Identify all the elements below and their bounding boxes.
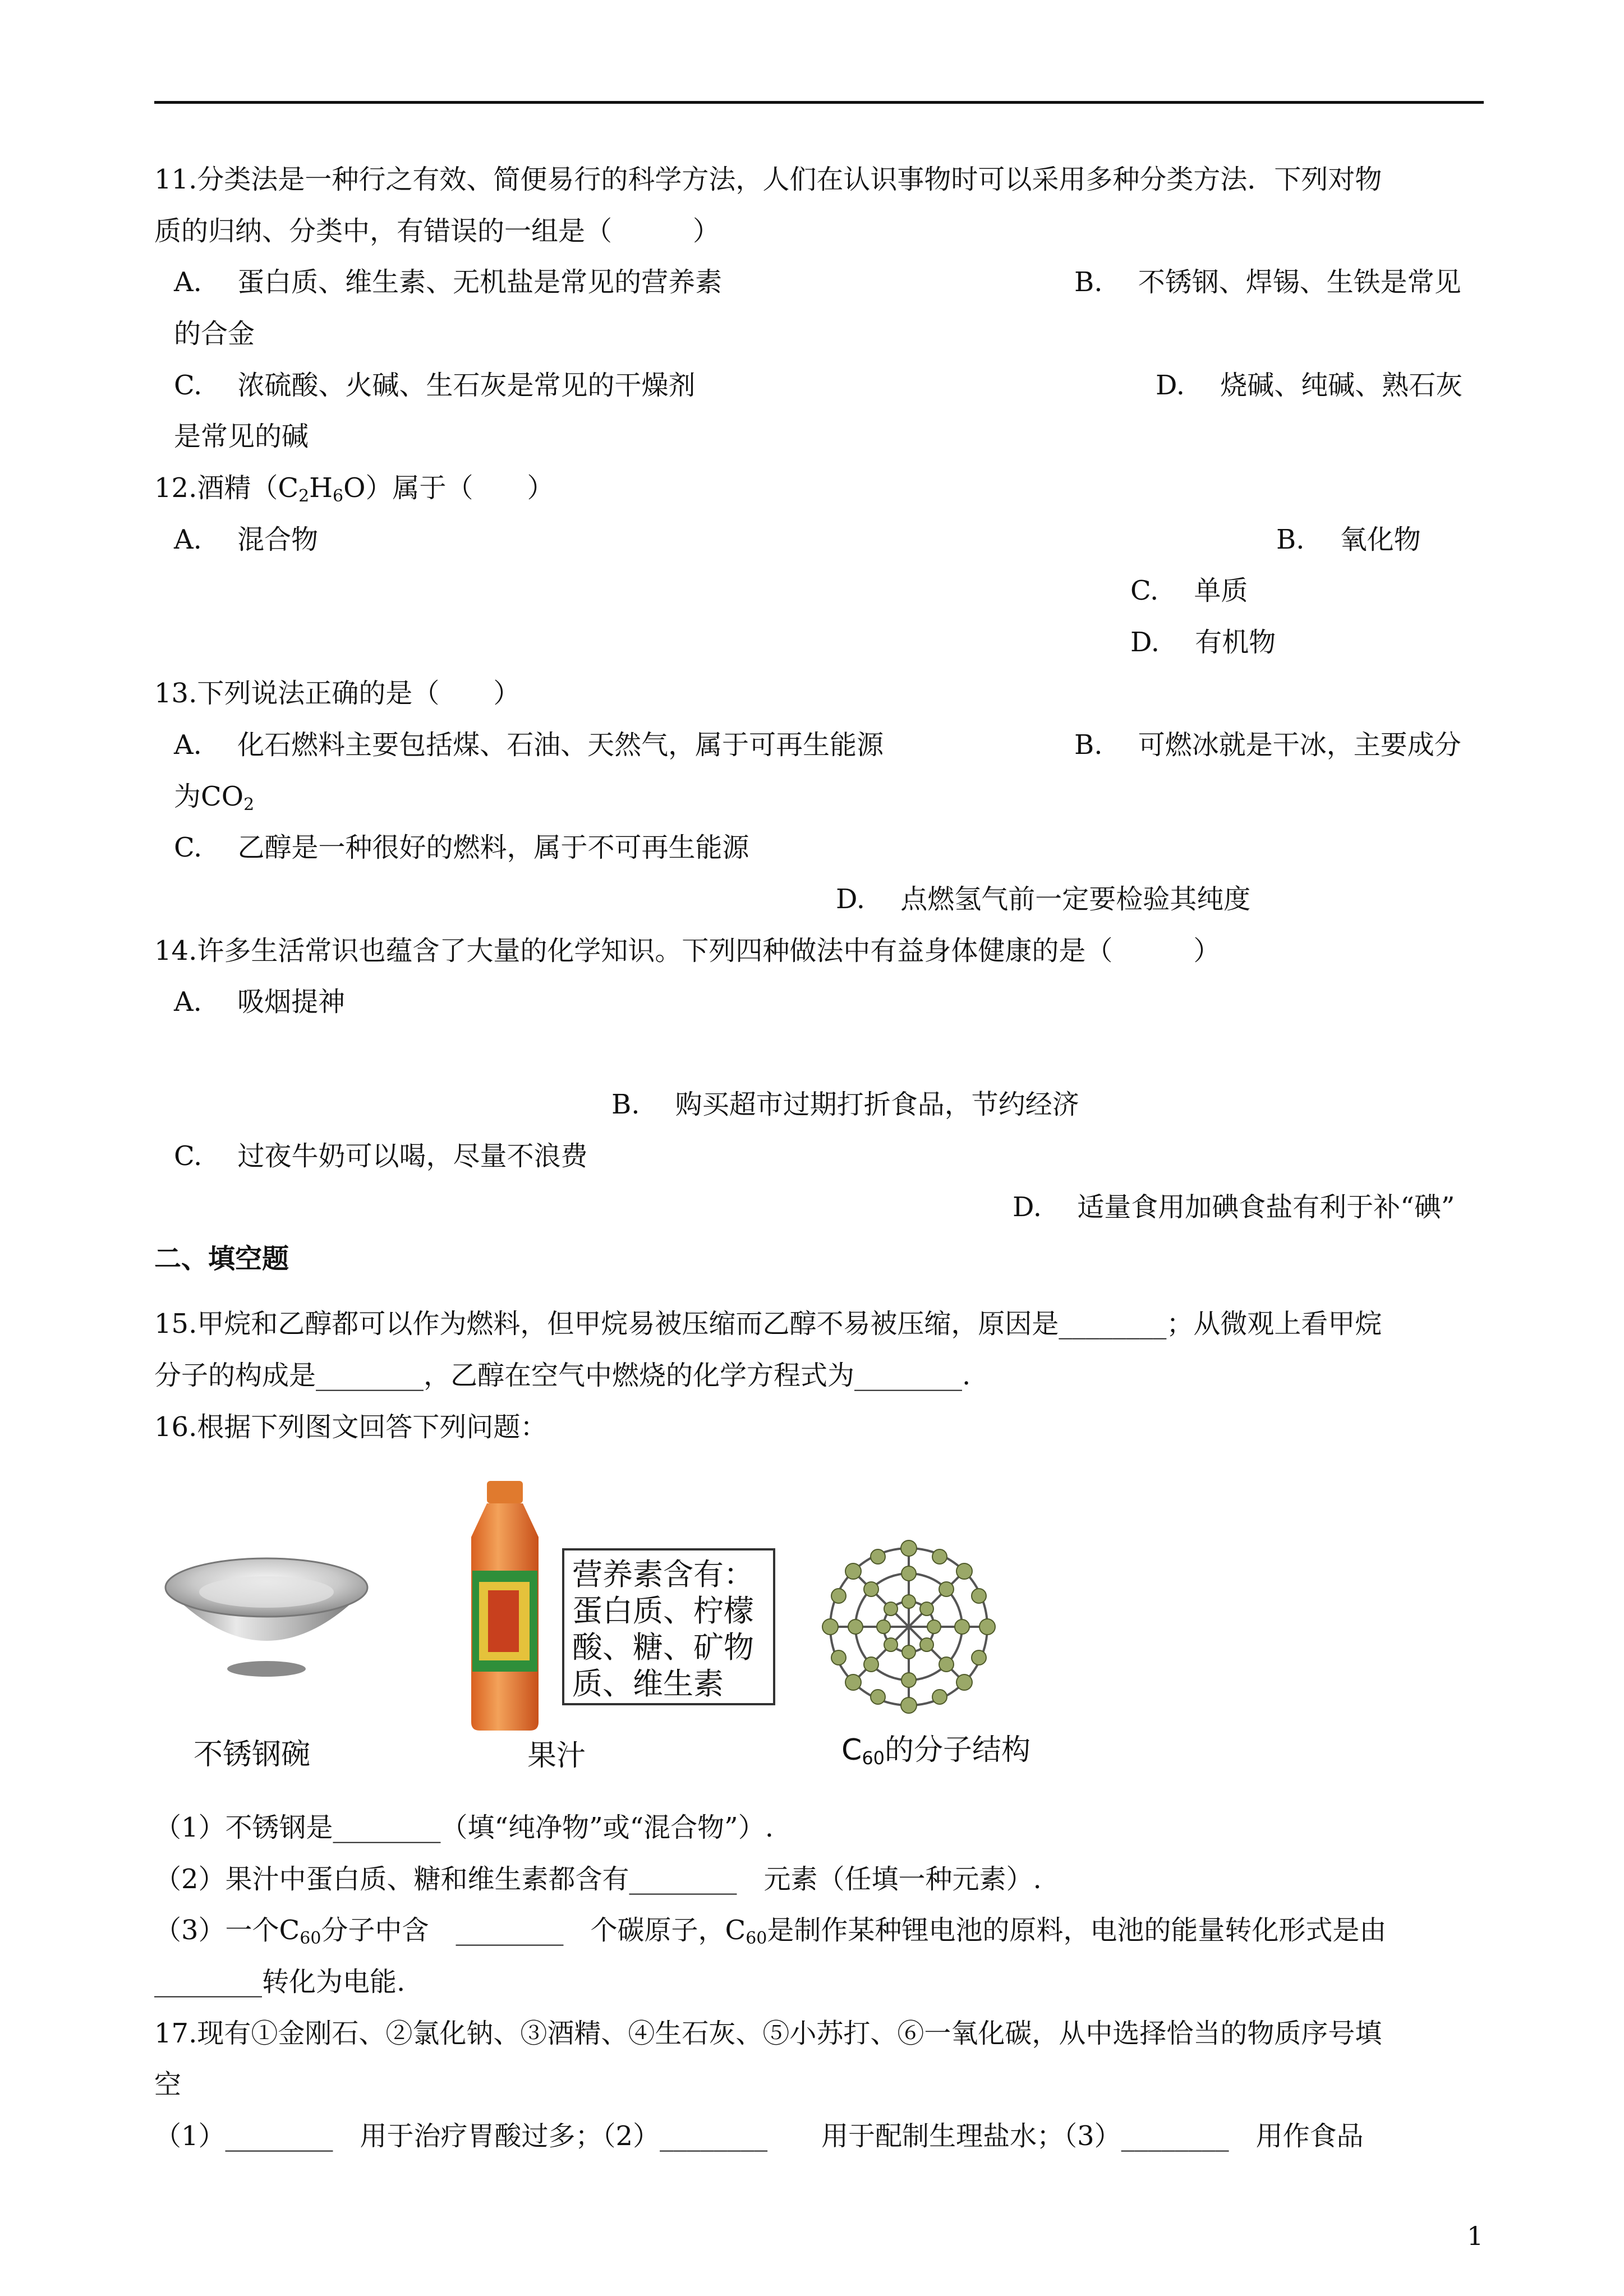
bowl-caption: 不锈钢碗 (194, 1738, 311, 1772)
page-number: 1 (1467, 2221, 1484, 2251)
q11-option-c: C. 浓硫酸、火碱、生石灰是常见的干燥剂 (174, 370, 696, 401)
q16-part3-line1: （3）一个$C_{60}$分子中含 ________ 个碳原子，$C_{60}$是制作某种锂电池的原料，电池的能量转化形式是由 (154, 1915, 1387, 1948)
section-title-fill-in: 二、填空题 (154, 1243, 289, 1274)
q11-option-d-line1: D. 烧碱、纯碱、熟石灰 (1156, 370, 1463, 401)
q14-stem: 14.许多生活常识也蕴含了大量的化学知识。下列四种做法中有益身体健康的是（ ） (154, 935, 1221, 967)
q12-option-c: C. 单质 (1130, 575, 1248, 606)
q16-part2: （2）果汁中蛋白质、糖和维生素都含有________ 元素（任填一种元素）. (154, 1864, 1042, 1895)
q11-option-d-line2: 是常见的碱 (174, 421, 309, 452)
q14-option-d: D. 适量食用加碘食盐有利于补“碘” (1013, 1191, 1455, 1223)
q14-option-a: A. 吸烟提神 (174, 986, 346, 1018)
header-rule (154, 101, 1484, 104)
nutrient-line-2: 蛋白质、柠檬 (572, 1593, 754, 1628)
q14-option-b: B. 购买超市过期打折食品，节约经济 (611, 1089, 1079, 1120)
q17-line1: 17.现有①金刚石、②氯化钠、③酒精、④生石灰、⑤小苏打、⑥一氧化碳，从中选择恰当的物质序号填 (154, 2018, 1382, 2049)
q17-line3: （1）________ 用于治疗胃酸过多；（2）________ 用于配制生理盐水；（3）________ 用作食品 (154, 2120, 1364, 2152)
q13-option-a: A. 化石燃料主要包括煤、石油、天然气，属于可再生能源 (174, 729, 884, 761)
q17-line2: 空 (154, 2069, 182, 2100)
q14-option-c: C. 过夜牛奶可以喝，尽量不浪费 (174, 1140, 588, 1172)
q11-stem-line2: 质的归纳、分类中，有错误的一组是（ ） (154, 215, 720, 247)
q13-option-c: C. 乙醇是一种很好的燃料，属于不可再生能源 (174, 832, 749, 863)
juice-bottle-image (454, 1475, 555, 1733)
q11-option-a: A. 蛋白质、维生素、无机盐是常见的营养素 (174, 266, 723, 298)
stainless-bowl-image (160, 1554, 373, 1683)
q11-stem-line1: 11.分类法是一种行之有效、简便易行的科学方法，人们在认识事物时可以采用多种分类方法．下列对物 (154, 164, 1382, 195)
q12-stem: 12.酒精$(C_2H_6O)$属于（ ） (154, 472, 554, 506)
q12-option-a: A. 混合物 (174, 524, 319, 555)
q13-option-b-line1: B. 可燃冰就是干冰，主要成分 (1074, 729, 1461, 761)
q15-line2: 分子的构成是________，乙醇在空气中燃烧的化学方程式为________. (154, 1360, 971, 1391)
nutrient-box (562, 1548, 775, 1705)
c60-caption: $C_{60}$的分子结构 (841, 1733, 1031, 1769)
q11-option-b-line1: B. 不锈钢、焊锡、生铁是常见 (1074, 266, 1461, 298)
q13-option-b-line2: 为$CO_2$ (174, 781, 255, 815)
juice-caption: 果汁 (527, 1739, 586, 1773)
q16-stem: 16.根据下列图文回答下列问题： (154, 1411, 548, 1443)
nutrient-line-4: 质、维生素 (572, 1666, 724, 1701)
q16-part1: （1）不锈钢是________（填“纯净物”或“混合物”）. (154, 1812, 774, 1843)
q15-line1: 15.甲烷和乙醇都可以作为燃料，但甲烷易被压缩而乙醇不易被压缩，原因是________；从微观上看甲烷 (154, 1308, 1382, 1340)
q13-stem: 13.下列说法正确的是（ ） (154, 678, 521, 709)
nutrient-line-3: 酸、糖、矿物 (572, 1630, 754, 1665)
q16-figure (154, 1475, 1029, 1778)
c60-molecule-image (819, 1537, 999, 1717)
q11-option-b-line2: 的合金 (174, 318, 255, 349)
q16-part3-line2: ________转化为电能. (154, 1966, 406, 1998)
q12-option-d: D. 有机物 (1130, 627, 1276, 658)
q12-option-b: B. 氧化物 (1276, 524, 1421, 555)
nutrient-line-1: 营养素含有： (572, 1557, 754, 1592)
q13-option-d: D. 点燃氢气前一定要检验其纯度 (836, 884, 1251, 915)
